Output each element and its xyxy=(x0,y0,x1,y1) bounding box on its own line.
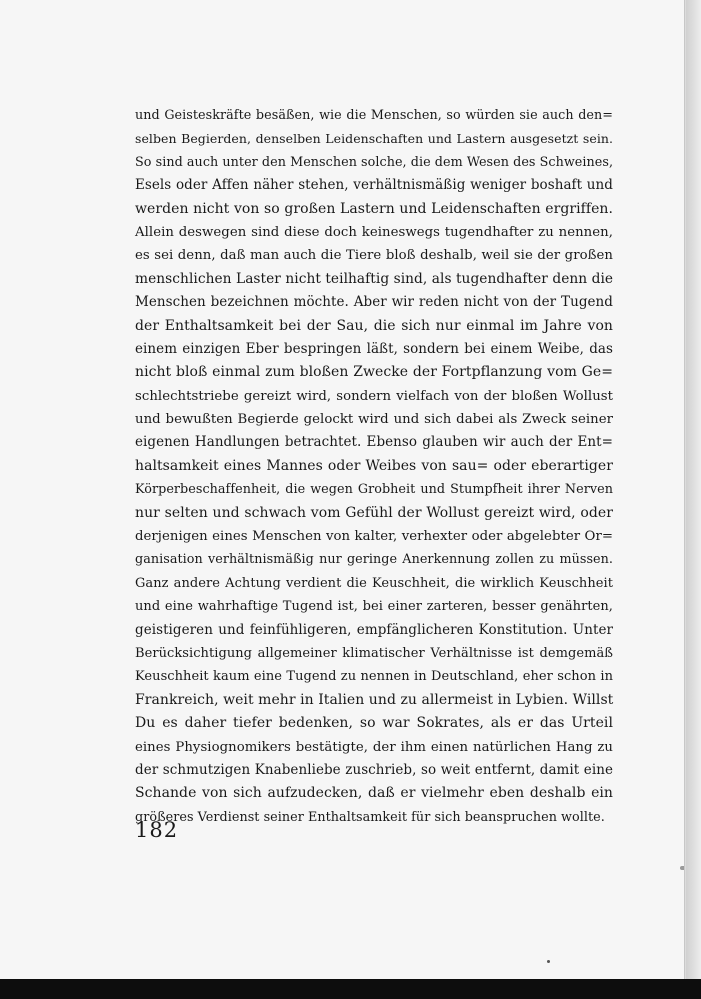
text-line: und Geisteskräfte besäßen, wie die Menschen, so würden sie auch den= xyxy=(135,108,613,123)
text-line: menschlichen Laster nicht teilhaftig sind, als tugendhafter denn die xyxy=(135,270,614,287)
text-line: Allein deswegen sind diese doch keineswegs tugendhafter zu nennen, xyxy=(135,224,613,240)
text-line: Esels oder Affen näher stehen, verhältnismäßig weniger boshaft und xyxy=(135,177,613,194)
text-line: Schande von sich aufzudecken, daß er vielmehr eben deshalb ein xyxy=(135,785,613,802)
text-line: eigenen Handlungen betrachtet. Ebenso glauben wir auch der Ent= xyxy=(135,434,613,451)
text-line: und eine wahrhaftige Tugend ist, bei einer zarteren, besser genährten, xyxy=(135,599,613,615)
scan-speck xyxy=(547,960,550,963)
text-line: schlechtstriebe gereizt wird, sondern vielfach von der bloßen Wollust xyxy=(135,388,613,404)
text-line: haltsamkeit eines Mannes oder Weibes von sau= oder eberartiger xyxy=(135,457,613,474)
text-line: eines Physiognomikers bestätigte, der ihm einen natürlichen Hang zu xyxy=(135,739,613,755)
text-line: Berücksichtigung allgemeiner klimatischer Verhältnisse ist demgemäß xyxy=(135,645,613,661)
text-line: nur selten und schwach vom Gefühl der Wollust gereizt wird, oder xyxy=(135,504,613,521)
text-line: Keuschheit kaum eine Tugend zu nennen in Deutschland, eher schon in xyxy=(135,669,613,685)
text-line: nicht bloß einmal zum bloßen Zwecke der Fortpflanzung vom Ge= xyxy=(135,364,613,381)
text-line: werden nicht von so großen Lastern und Leidenschaften ergriffen. xyxy=(135,200,613,217)
text-line: größeres Verdienst seiner Enthaltsamkeit für sich beanspruchen wollte. xyxy=(135,809,605,825)
page-number: 182 xyxy=(135,818,179,842)
text-line: Frankreich, weit mehr in Italien und zu allermeist in Lybien. Willst xyxy=(135,691,614,708)
text-line: der schmutzigen Knabenliebe zuschrieb, so weit entfernt, damit eine xyxy=(135,761,613,778)
text-line: der Enthaltsamkeit bei der Sau, die sich nur einmal im Jahre von xyxy=(135,317,613,334)
text-line: selben Begierden, denselben Leidenschaften und Lastern ausgesetzt sein. xyxy=(135,131,613,147)
text-line: Du es daher tiefer bedenken, so war Sokrates, als er das Urteil xyxy=(135,715,613,732)
text-line: So sind auch unter den Menschen solche, die dem Wesen des Schweines, xyxy=(135,154,614,170)
scan-border xyxy=(0,979,701,999)
text-line: Körperbeschaffenheit, die wegen Grobheit und Stumpfheit ihrer Nerven xyxy=(135,482,613,498)
text-line: und bewußten Begierde gelockt wird und sich dabei als Zweck seiner xyxy=(135,412,613,428)
text-line: es sei denn, daß man auch die Tiere bloß deshalb, weil sie der großen xyxy=(135,248,613,264)
text-line: Ganz andere Achtung verdient die Keuschheit, die wirklich Keuschheit xyxy=(135,575,613,591)
text-line: ganisation verhältnismäßig nur geringe Anerkennung zollen zu müssen. xyxy=(135,552,613,568)
text-line: Menschen bezeichnen möchte. Aber wir reden nicht von der Tugend xyxy=(135,294,613,311)
text-line: einem einzigen Eber bespringen läßt, sondern bei einem Weibe, das xyxy=(135,340,613,357)
text-line: derjenigen eines Menschen von kalter, verhexter oder abgelebter Or= xyxy=(135,529,613,545)
text-line: geistigeren und feinfühligeren, empfänglicheren Konstitution. Unter xyxy=(135,621,613,638)
page-edge-shadow xyxy=(686,0,701,979)
body-text xyxy=(135,104,613,829)
